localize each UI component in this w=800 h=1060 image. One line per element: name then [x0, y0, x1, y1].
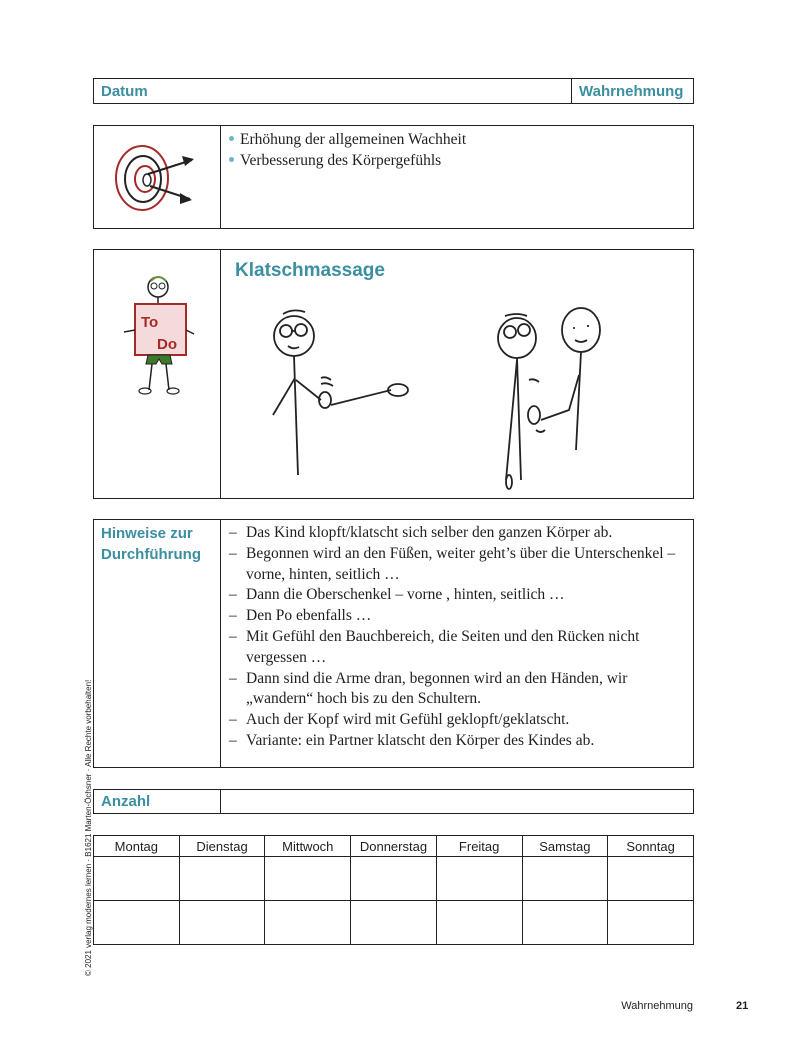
date-label: Datum	[94, 79, 572, 103]
day-header: Samstag	[522, 836, 608, 857]
day-cell[interactable]	[179, 857, 265, 901]
todo-sign-bottom: Do	[157, 336, 177, 353]
day-cell[interactable]	[522, 901, 608, 945]
day-cell[interactable]	[436, 857, 522, 901]
day-cell[interactable]	[265, 857, 351, 901]
instructions-list	[221, 520, 693, 752]
day-cell[interactable]	[436, 901, 522, 945]
day-header: Donnerstag	[351, 836, 437, 857]
copyright-notice: © 2021 verlag modernes lernen · B1621 Marten-Öchsner · Alle Rechte vorbehalten!	[84, 679, 93, 976]
category-label: Wahrnehmung	[579, 82, 684, 100]
partner-clapping-figures	[498, 308, 600, 489]
day-cell[interactable]	[94, 901, 180, 945]
count-box	[93, 789, 694, 814]
todo-figure-icon	[94, 250, 220, 498]
exercise-box	[93, 249, 694, 499]
footer-section-name: Wahrnehmung	[621, 1000, 693, 1012]
instructions-box	[93, 519, 694, 768]
count-input-area[interactable]	[221, 790, 693, 813]
day-cell[interactable]	[94, 857, 180, 901]
instructions-label: Hinweise zur Durchführung	[101, 525, 201, 563]
todo-sign-top: To	[141, 314, 159, 331]
goal-item: Verbesserung des Körpergefühls	[229, 150, 693, 171]
instruction-item: – Mit Gefühl den Bauchbereich, die Seiten und den Rücken nicht vergessen …	[229, 627, 683, 669]
day-cell[interactable]	[608, 901, 694, 945]
instruction-item: – Variante: ein Partner klatscht den Körper des Kindes ab.	[229, 731, 683, 752]
day-cell[interactable]	[265, 901, 351, 945]
instruction-item: – Das Kind klopft/klatscht sich selber den ganzen Körper ab.	[229, 523, 683, 544]
target-icon	[94, 126, 220, 228]
day-header: Sonntag	[608, 836, 694, 857]
table-row	[94, 857, 694, 901]
instruction-item: – Den Po ebenfalls …	[229, 606, 683, 627]
page-number: 21	[736, 1000, 749, 1012]
table-row	[94, 901, 694, 945]
day-header: Mittwoch	[265, 836, 351, 857]
goal-item: Erhöhung der allgemeinen Wachheit	[229, 129, 693, 150]
day-cell[interactable]	[608, 857, 694, 901]
instruction-item: – Dann die Oberschenkel – vorne , hinten, seitlich …	[229, 585, 683, 606]
goals-icon-cell	[94, 126, 221, 228]
clapping-illustration	[221, 250, 694, 498]
week-table	[93, 835, 694, 945]
instruction-item: – Auch der Kopf wird mit Gefühl geklopft/geklatscht.	[229, 710, 683, 731]
day-cell[interactable]	[179, 901, 265, 945]
count-label: Anzahl	[101, 793, 151, 810]
goals-list	[221, 126, 693, 171]
todo-icon-cell	[94, 250, 221, 498]
day-cell[interactable]	[351, 857, 437, 901]
child-clapping-figure	[273, 310, 408, 475]
goals-box	[93, 125, 694, 229]
header-row	[93, 78, 694, 104]
day-cell[interactable]	[522, 857, 608, 901]
day-header: Freitag	[436, 836, 522, 857]
week-header-row	[94, 836, 694, 857]
instruction-item: – Dann sind die Arme dran, begonnen wird an den Händen, wir „wandern“ hoch bis zu den Schultern.	[229, 669, 683, 711]
exercise-title: Klatschmassage	[235, 260, 385, 281]
day-cell[interactable]	[351, 901, 437, 945]
day-header: Montag	[94, 836, 180, 857]
day-header: Dienstag	[179, 836, 265, 857]
instruction-item: – Begonnen wird an den Füßen, weiter geht’s über die Unterschenkel – vorne, hinten, seitlich …	[229, 544, 683, 586]
